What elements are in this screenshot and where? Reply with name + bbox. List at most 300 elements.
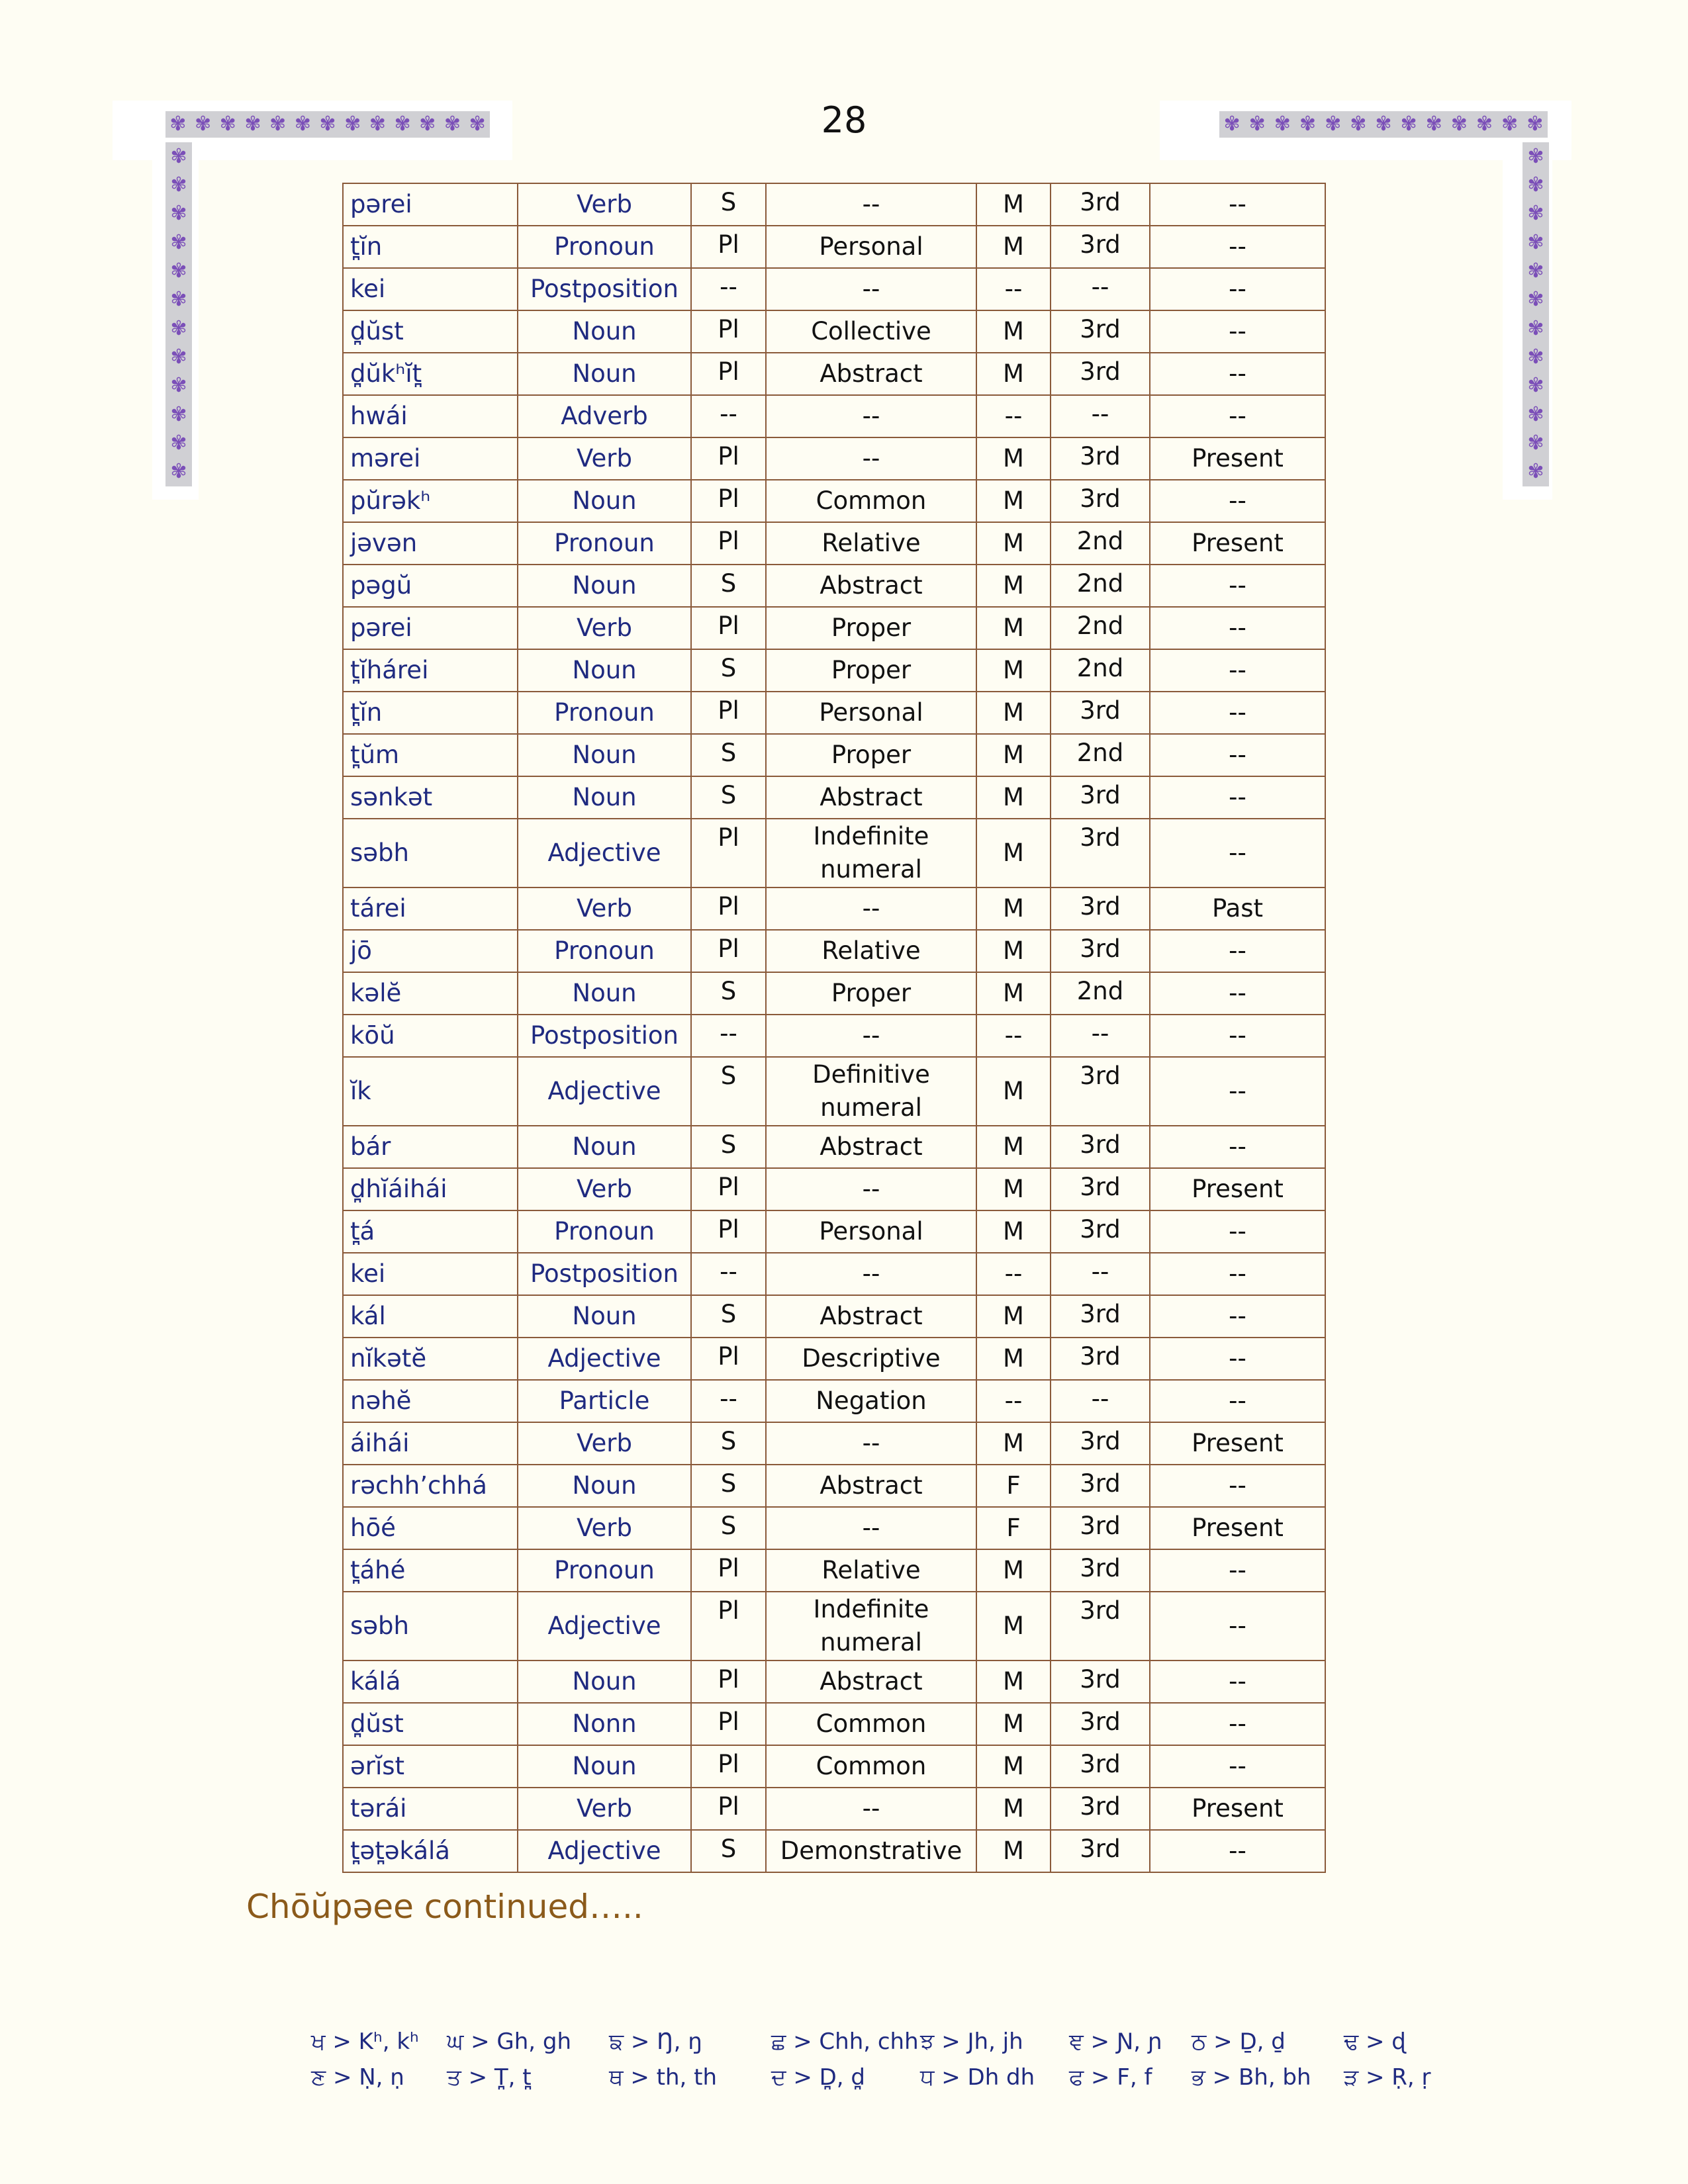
flower-icon: ✾ (1425, 113, 1442, 136)
table-row (343, 1210, 1325, 1253)
transliteration-entry: ਛ > Chh, chh (771, 2028, 919, 2055)
transliteration-entry: ਦ > D̪, d̪ (771, 2064, 865, 2091)
cell-pos: Noun (518, 649, 691, 692)
cell-tense: Present (1150, 522, 1325, 565)
transliteration-entry: ਘ > Gh, gh (447, 2028, 572, 2055)
table-row (343, 1422, 1325, 1465)
cell-gen: -- (976, 1253, 1051, 1295)
cell-num: Pl (691, 522, 766, 565)
cell-word: t̪ŭm (343, 734, 518, 776)
flower-icon: ✾ (170, 316, 187, 340)
cell-pos: Noun (518, 1126, 691, 1168)
flower-icon: ✾ (170, 402, 187, 426)
cell-type: Indefinite numeral (766, 1592, 976, 1661)
cell-gen: M (976, 1703, 1051, 1745)
table-row (343, 353, 1325, 395)
table-row (343, 887, 1325, 930)
cell-num: Pl (691, 1338, 766, 1380)
cell-type: -- (766, 887, 976, 930)
cell-gen: M (976, 734, 1051, 776)
cell-type: -- (766, 1015, 976, 1057)
cell-gen: M (976, 607, 1051, 649)
table-row (343, 692, 1325, 734)
cell-type: Proper (766, 607, 976, 649)
cell-tense: Present (1150, 1788, 1325, 1830)
cell-tense: -- (1150, 268, 1325, 310)
cell-pos: Noun (518, 1661, 691, 1703)
cell-num: Pl (691, 1788, 766, 1830)
flower-icon: ✾ (1501, 113, 1519, 136)
flower-icon: ✾ (1400, 113, 1417, 136)
cell-per: 3rd (1051, 1507, 1150, 1549)
cell-word: mərei (343, 437, 518, 480)
cell-num: Pl (691, 607, 766, 649)
cell-gen: M (976, 565, 1051, 607)
cell-per: 3rd (1051, 1465, 1150, 1507)
table-row (343, 930, 1325, 972)
cell-word: kōŭ (343, 1015, 518, 1057)
flower-icon: ✾ (319, 113, 336, 136)
cell-word: d̪ŭkʰĭt̪ (343, 353, 518, 395)
flower-icon: ✾ (294, 113, 311, 136)
flower-icon: ✾ (169, 113, 187, 136)
cell-tense: -- (1150, 565, 1325, 607)
cell-gen: -- (976, 268, 1051, 310)
cell-num: Pl (691, 1745, 766, 1788)
cell-type: Demonstrative (766, 1830, 976, 1872)
table-row (343, 1745, 1325, 1788)
cell-tense: -- (1150, 1830, 1325, 1872)
cell-type: Relative (766, 522, 976, 565)
cell-gen: M (976, 522, 1051, 565)
table-row (343, 1549, 1325, 1592)
cell-tense: -- (1150, 1592, 1325, 1661)
flower-icon: ✾ (1527, 288, 1544, 312)
flower-border-right (1523, 142, 1549, 486)
cell-num: Pl (691, 480, 766, 522)
cell-tense: -- (1150, 353, 1325, 395)
cell-num: S (691, 776, 766, 819)
table-row (343, 1661, 1325, 1703)
cell-pos: Noun (518, 1745, 691, 1788)
cell-type: Proper (766, 972, 976, 1015)
flower-icon: ✾ (1527, 144, 1544, 168)
cell-tense: -- (1150, 972, 1325, 1015)
cell-num: Pl (691, 1703, 766, 1745)
cell-num: S (691, 1507, 766, 1549)
cell-num: Pl (691, 437, 766, 480)
cell-word: t̪ĭn (343, 226, 518, 268)
cell-tense: -- (1150, 649, 1325, 692)
table-row (343, 734, 1325, 776)
cell-pos: Pronoun (518, 930, 691, 972)
cell-gen: M (976, 1549, 1051, 1592)
cell-pos: Verb (518, 183, 691, 226)
cell-tense: -- (1150, 692, 1325, 734)
cell-per: 3rd (1051, 776, 1150, 819)
cell-per: 3rd (1051, 692, 1150, 734)
cell-per: 3rd (1051, 437, 1150, 480)
cell-word: d̪ŭst (343, 1703, 518, 1745)
cell-pos: Noun (518, 776, 691, 819)
cell-per: 3rd (1051, 1549, 1150, 1592)
cell-word: t̪áhé (343, 1549, 518, 1592)
cell-gen: F (976, 1465, 1051, 1507)
cell-num: -- (691, 395, 766, 437)
cell-tense: -- (1150, 1661, 1325, 1703)
table-row (343, 1380, 1325, 1422)
cell-gen: M (976, 353, 1051, 395)
cell-per: 3rd (1051, 1210, 1150, 1253)
flower-icon: ✾ (1527, 402, 1544, 426)
cell-gen: M (976, 310, 1051, 353)
cell-per: 2nd (1051, 607, 1150, 649)
cell-type: Abstract (766, 353, 976, 395)
cell-word: səbh (343, 1592, 518, 1661)
flower-icon: ✾ (1527, 173, 1544, 197)
cell-tense: -- (1150, 776, 1325, 819)
cell-tense: -- (1150, 1126, 1325, 1168)
cell-per: 3rd (1051, 1788, 1150, 1830)
flower-icon: ✾ (1527, 374, 1544, 398)
cell-pos: Adjective (518, 1830, 691, 1872)
flower-icon: ✾ (1223, 113, 1241, 136)
cell-gen: M (976, 1788, 1051, 1830)
cell-per: 2nd (1051, 972, 1150, 1015)
cell-word: tərái (343, 1788, 518, 1830)
cell-per: 3rd (1051, 1295, 1150, 1338)
flower-icon: ✾ (1527, 316, 1544, 340)
cell-pos: Pronoun (518, 1210, 691, 1253)
cell-word: bár (343, 1126, 518, 1168)
cell-per: 2nd (1051, 565, 1150, 607)
flower-icon: ✾ (1274, 113, 1291, 136)
cell-num: -- (691, 268, 766, 310)
cell-num: S (691, 565, 766, 607)
cell-word: pəgŭ (343, 565, 518, 607)
cell-word: áihái (343, 1422, 518, 1465)
cell-tense: -- (1150, 734, 1325, 776)
cell-pos: Verb (518, 607, 691, 649)
cell-pos: Adverb (518, 395, 691, 437)
cell-gen: M (976, 1661, 1051, 1703)
cell-per: -- (1051, 395, 1150, 437)
cell-pos: Nonn (518, 1703, 691, 1745)
table-row (343, 437, 1325, 480)
flower-icon: ✾ (469, 113, 486, 136)
section-continued-heading: Chōŭpəee continued….. (246, 1888, 643, 1926)
cell-word: ĭk (343, 1057, 518, 1126)
cell-per: 3rd (1051, 1422, 1150, 1465)
cell-tense: -- (1150, 1057, 1325, 1126)
flower-border-top-right (1219, 111, 1548, 138)
cell-type: Definitive numeral (766, 1057, 976, 1126)
cell-pos: Postposition (518, 1253, 691, 1295)
transliteration-entry: ਞ > Ɲ, ɲ (1069, 2028, 1162, 2055)
cell-word: səbh (343, 819, 518, 887)
table-row (343, 1295, 1325, 1338)
flower-icon: ✾ (1299, 113, 1317, 136)
cell-word: pərei (343, 607, 518, 649)
cell-pos: Adjective (518, 819, 691, 887)
cell-pos: Noun (518, 1465, 691, 1507)
flower-icon: ✾ (170, 345, 187, 369)
cell-word: jəvən (343, 522, 518, 565)
flower-icon: ✾ (394, 113, 411, 136)
table-row (343, 183, 1325, 226)
cell-num: Pl (691, 1661, 766, 1703)
flower-icon: ✾ (1527, 259, 1544, 283)
cell-tense: -- (1150, 1338, 1325, 1380)
flower-icon: ✾ (1450, 113, 1468, 136)
cell-type: -- (766, 183, 976, 226)
cell-pos: Verb (518, 1168, 691, 1210)
cell-per: 3rd (1051, 930, 1150, 972)
table-row (343, 819, 1325, 887)
flower-icon: ✾ (170, 431, 187, 455)
cell-tense: -- (1150, 1253, 1325, 1295)
transliteration-entry: ਤ > T̪, t̪ (447, 2064, 532, 2091)
flower-icon: ✾ (1527, 202, 1544, 226)
cell-type: -- (766, 268, 976, 310)
table-row (343, 1015, 1325, 1057)
cell-per: 3rd (1051, 1592, 1150, 1661)
cell-gen: M (976, 1338, 1051, 1380)
flower-icon: ✾ (1527, 460, 1544, 484)
cell-num: S (691, 1465, 766, 1507)
cell-num: S (691, 649, 766, 692)
cell-num: Pl (691, 887, 766, 930)
cell-word: t̪ĭn (343, 692, 518, 734)
transliteration-entry: ੜ > Ṛ, ṛ (1344, 2064, 1431, 2091)
cell-word: kəlĕ (343, 972, 518, 1015)
flower-icon: ✾ (269, 113, 287, 136)
flower-icon: ✾ (344, 113, 361, 136)
cell-num: S (691, 183, 766, 226)
transliteration-entry: ਭ > Bh, bh (1192, 2064, 1311, 2091)
cell-num: -- (691, 1380, 766, 1422)
flower-border-top-left (165, 111, 490, 138)
cell-tense: -- (1150, 607, 1325, 649)
cell-pos: Pronoun (518, 522, 691, 565)
cell-gen: M (976, 930, 1051, 972)
cell-tense: -- (1150, 1295, 1325, 1338)
cell-type: -- (766, 437, 976, 480)
page-number: 28 (821, 99, 867, 141)
cell-word: kálá (343, 1661, 518, 1703)
cell-num: Pl (691, 226, 766, 268)
cell-num: Pl (691, 353, 766, 395)
cell-type: Abstract (766, 1295, 976, 1338)
cell-num: S (691, 1830, 766, 1872)
cell-num: S (691, 734, 766, 776)
cell-per: 2nd (1051, 734, 1150, 776)
flower-icon: ✾ (419, 113, 436, 136)
flower-icon: ✾ (170, 202, 187, 226)
cell-tense: Present (1150, 437, 1325, 480)
cell-num: -- (691, 1253, 766, 1295)
table-row (343, 226, 1325, 268)
flower-icon: ✾ (444, 113, 461, 136)
cell-per: 3rd (1051, 1338, 1150, 1380)
cell-gen: M (976, 1592, 1051, 1661)
flower-border-left (165, 142, 192, 486)
cell-type: Relative (766, 930, 976, 972)
cell-type: Abstract (766, 1126, 976, 1168)
transliteration-row (311, 2060, 1450, 2095)
table-row (343, 268, 1325, 310)
cell-type: Proper (766, 649, 976, 692)
cell-type: Abstract (766, 776, 976, 819)
cell-word: kei (343, 1253, 518, 1295)
table-row (343, 1126, 1325, 1168)
table-row (343, 607, 1325, 649)
table-row (343, 395, 1325, 437)
cell-type: -- (766, 395, 976, 437)
cell-pos: Verb (518, 437, 691, 480)
cell-gen: -- (976, 1380, 1051, 1422)
table-row (343, 1592, 1325, 1661)
cell-per: 3rd (1051, 1126, 1150, 1168)
cell-pos: Verb (518, 1507, 691, 1549)
cell-tense: Present (1150, 1168, 1325, 1210)
cell-word: t̪á (343, 1210, 518, 1253)
flower-icon: ✾ (1325, 113, 1342, 136)
flower-icon: ✾ (1527, 431, 1544, 455)
cell-per: -- (1051, 1253, 1150, 1295)
cell-tense: -- (1150, 480, 1325, 522)
cell-pos: Adjective (518, 1057, 691, 1126)
cell-tense: -- (1150, 1465, 1325, 1507)
flower-icon: ✾ (1527, 345, 1544, 369)
cell-pos: Noun (518, 310, 691, 353)
cell-pos: Particle (518, 1380, 691, 1422)
cell-per: 3rd (1051, 480, 1150, 522)
cell-word: jō (343, 930, 518, 972)
cell-num: Pl (691, 310, 766, 353)
cell-word: hwái (343, 395, 518, 437)
flower-icon: ✾ (1248, 113, 1266, 136)
table-row (343, 1057, 1325, 1126)
transliteration-entry: ਥ > th, th (609, 2064, 718, 2091)
cell-type: Relative (766, 1549, 976, 1592)
cell-gen: -- (976, 1015, 1051, 1057)
table-row (343, 1507, 1325, 1549)
cell-type: Common (766, 1745, 976, 1788)
cell-type: -- (766, 1253, 976, 1295)
cell-pos: Noun (518, 734, 691, 776)
transliteration-entry: ਠ > Ḏ, ḏ (1192, 2028, 1286, 2055)
transliteration-entry: ਝ > Jh, jh (920, 2028, 1023, 2055)
cell-word: kál (343, 1295, 518, 1338)
cell-gen: M (976, 1168, 1051, 1210)
table-row (343, 1253, 1325, 1295)
cell-gen: M (976, 819, 1051, 887)
cell-tense: Past (1150, 887, 1325, 930)
cell-pos: Postposition (518, 268, 691, 310)
cell-per: 3rd (1051, 1830, 1150, 1872)
cell-gen: M (976, 972, 1051, 1015)
cell-per: 2nd (1051, 649, 1150, 692)
cell-pos: Postposition (518, 1015, 691, 1057)
cell-word: nĭkətĕ (343, 1338, 518, 1380)
cell-gen: M (976, 1295, 1051, 1338)
cell-pos: Verb (518, 1788, 691, 1830)
cell-num: Pl (691, 930, 766, 972)
cell-pos: Noun (518, 1295, 691, 1338)
cell-tense: -- (1150, 1549, 1325, 1592)
cell-per: 3rd (1051, 819, 1150, 887)
cell-pos: Noun (518, 972, 691, 1015)
cell-per: -- (1051, 268, 1150, 310)
cell-tense: -- (1150, 1210, 1325, 1253)
table-row (343, 972, 1325, 1015)
cell-pos: Pronoun (518, 692, 691, 734)
cell-type: Abstract (766, 1465, 976, 1507)
cell-gen: M (976, 1210, 1051, 1253)
cell-per: 2nd (1051, 522, 1150, 565)
transliteration-entry: ਧ > Dh dh (920, 2064, 1035, 2091)
flower-icon: ✾ (1527, 230, 1544, 254)
cell-tense: -- (1150, 226, 1325, 268)
transliteration-entry: ਢ > ɖ (1344, 2028, 1406, 2055)
flower-icon: ✾ (1476, 113, 1493, 136)
cell-gen: M (976, 1830, 1051, 1872)
flower-icon: ✾ (194, 113, 212, 136)
cell-type: -- (766, 1788, 976, 1830)
cell-pos: Noun (518, 565, 691, 607)
transliteration-entry: ਖ > Kʰ, kʰ (311, 2028, 419, 2055)
flower-icon: ✾ (170, 173, 187, 197)
cell-type: Proper (766, 734, 976, 776)
table-row (343, 310, 1325, 353)
cell-type: -- (766, 1422, 976, 1465)
flower-icon: ✾ (170, 144, 187, 168)
cell-type: Common (766, 480, 976, 522)
cell-word: tárei (343, 887, 518, 930)
cell-per: 3rd (1051, 1661, 1150, 1703)
table-row (343, 776, 1325, 819)
table-row (343, 1168, 1325, 1210)
cell-gen: M (976, 776, 1051, 819)
cell-gen: M (976, 1057, 1051, 1126)
cell-num: Pl (691, 1592, 766, 1661)
cell-word: d̪ŭst (343, 310, 518, 353)
cell-num: S (691, 1295, 766, 1338)
flower-icon: ✾ (170, 259, 187, 283)
flower-icon: ✾ (1375, 113, 1392, 136)
cell-per: 3rd (1051, 1745, 1150, 1788)
cell-type: Collective (766, 310, 976, 353)
cell-num: S (691, 1057, 766, 1126)
cell-pos: Pronoun (518, 226, 691, 268)
cell-type: Personal (766, 226, 976, 268)
cell-per: 3rd (1051, 887, 1150, 930)
flower-icon: ✾ (170, 230, 187, 254)
cell-type: -- (766, 1168, 976, 1210)
cell-tense: -- (1150, 1745, 1325, 1788)
table-row (343, 565, 1325, 607)
cell-num: S (691, 1126, 766, 1168)
cell-type: Descriptive (766, 1338, 976, 1380)
cell-word: pərei (343, 183, 518, 226)
cell-tense: -- (1150, 395, 1325, 437)
cell-word: ərĭst (343, 1745, 518, 1788)
flower-icon: ✾ (1526, 113, 1544, 136)
cell-num: -- (691, 1015, 766, 1057)
cell-word: t̪ĭhárei (343, 649, 518, 692)
cell-tense: -- (1150, 310, 1325, 353)
